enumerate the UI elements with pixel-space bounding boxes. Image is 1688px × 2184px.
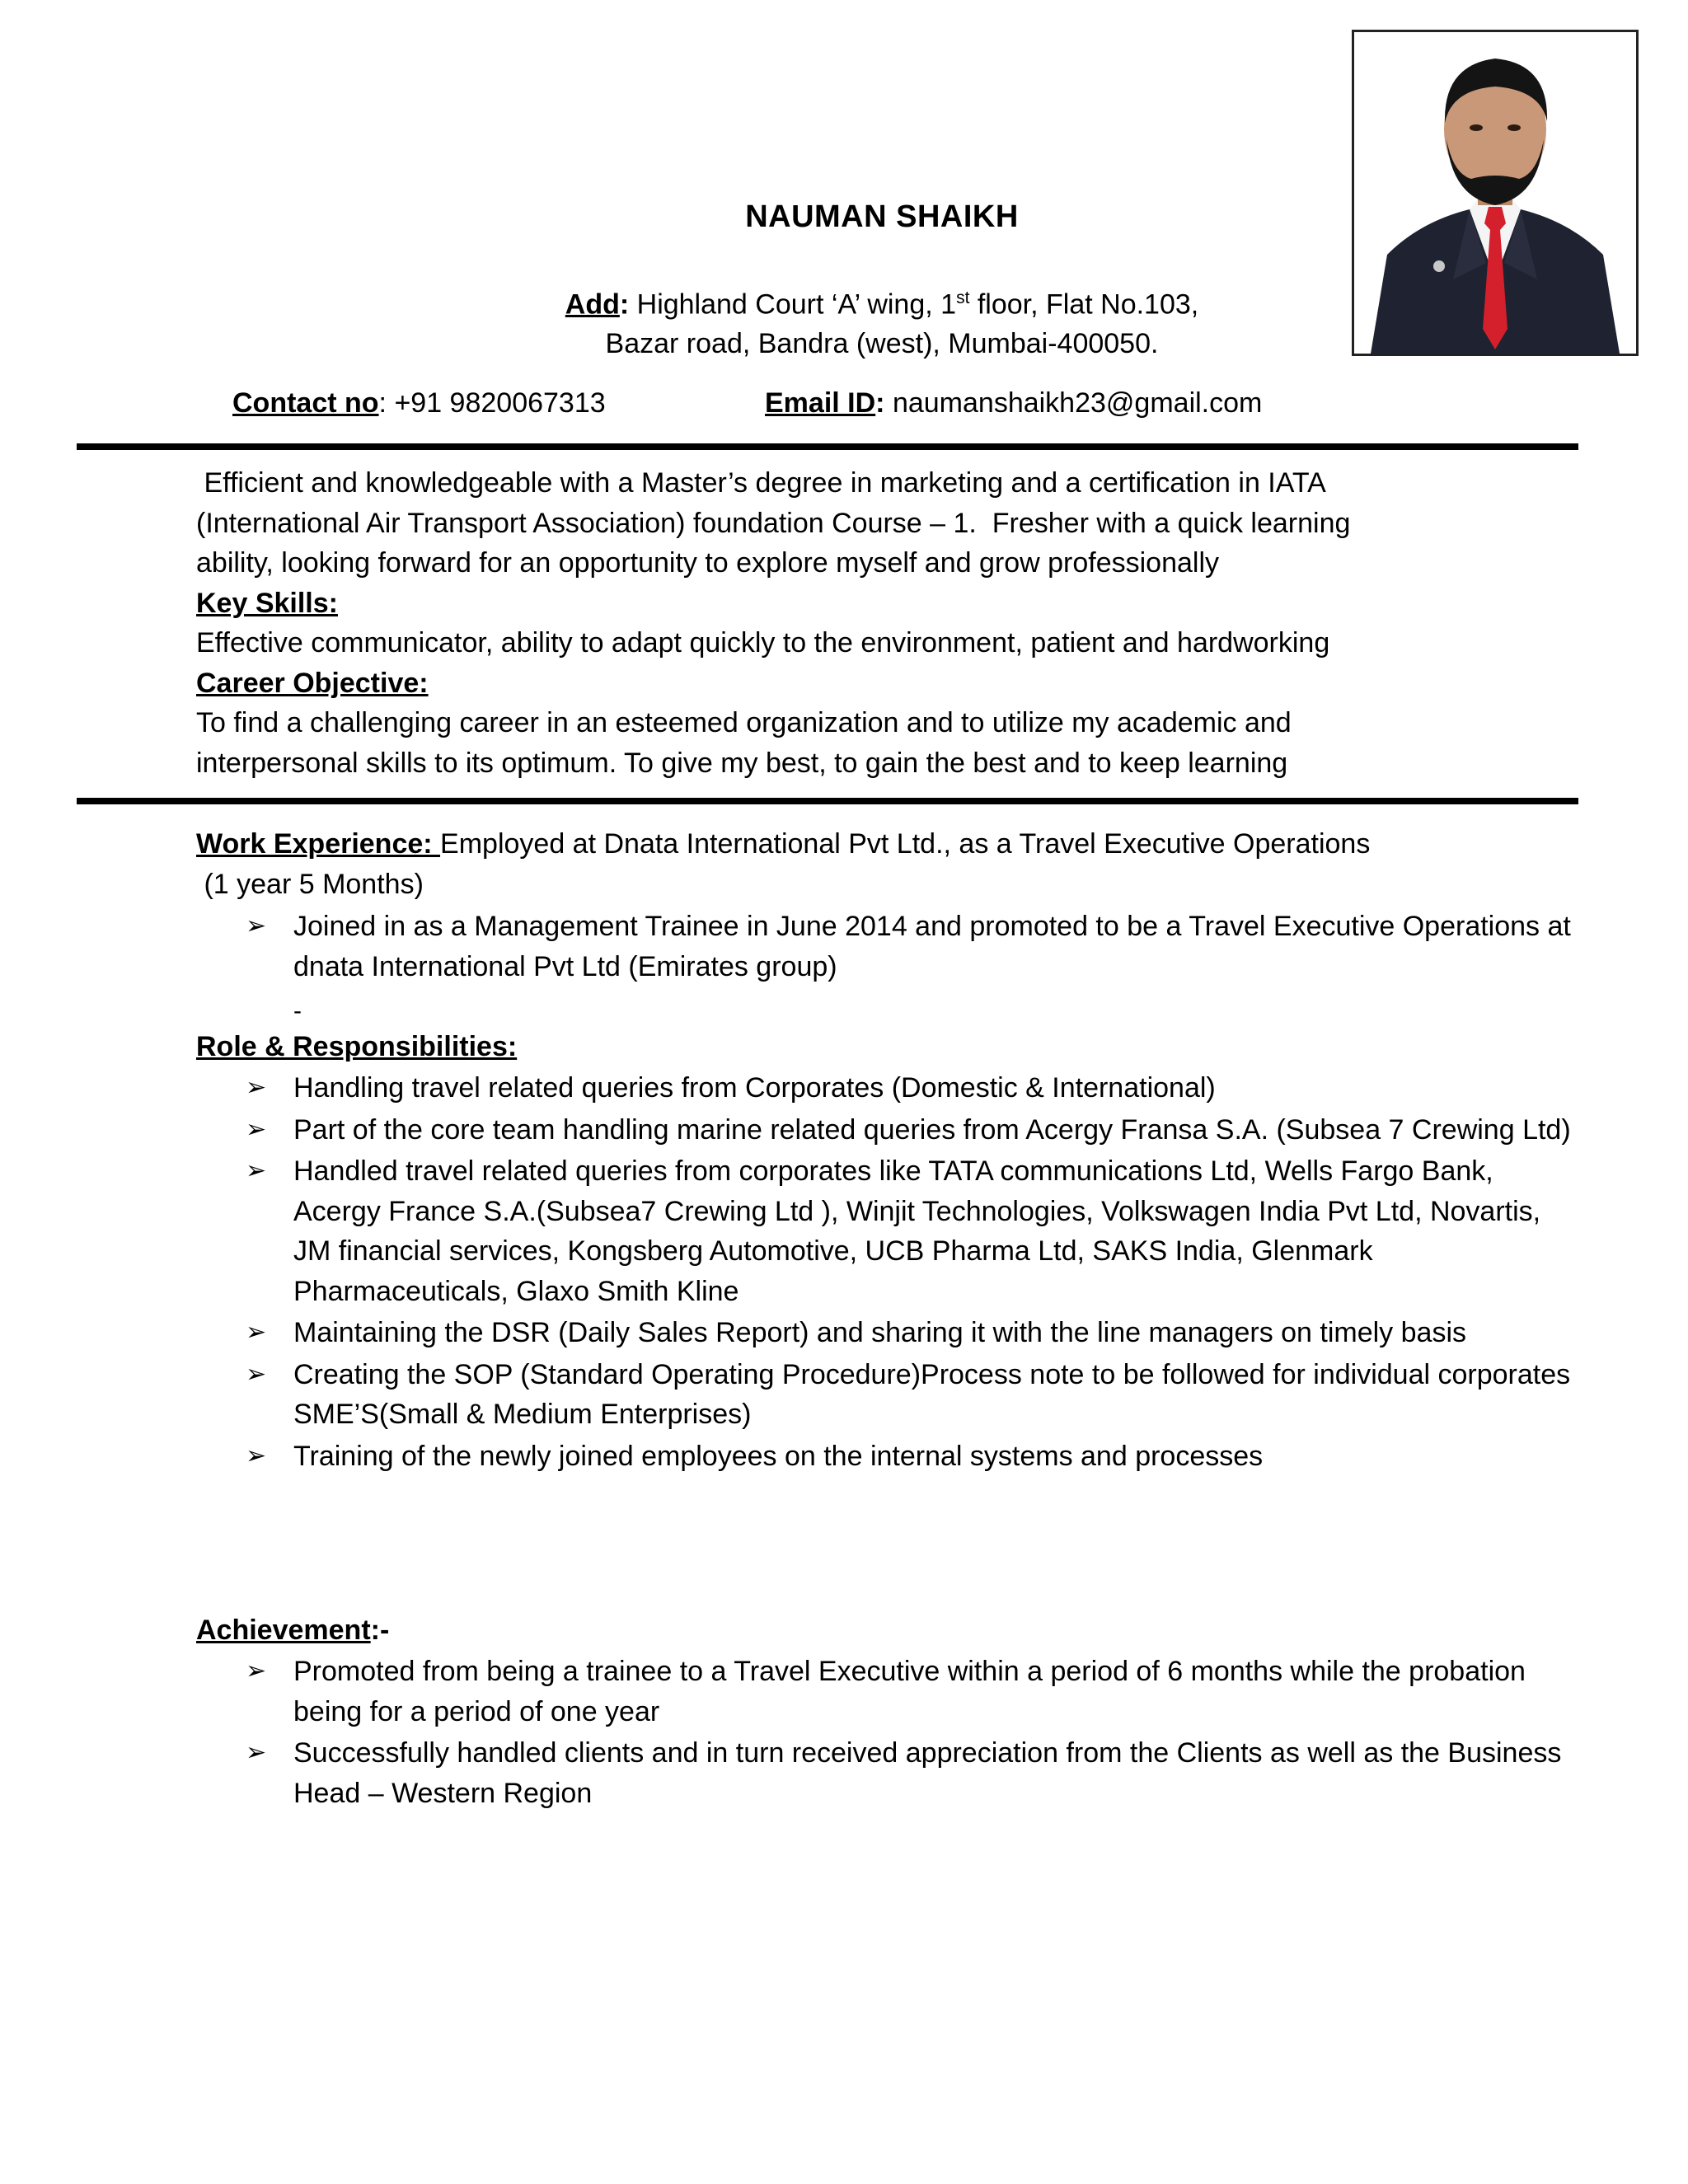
contact-number: Contact no: +91 9820067313 <box>232 387 606 419</box>
arrow-bullet-icon: ➢ <box>246 1319 267 1346</box>
work-experience-text: Employed at Dnata International Pvt Ltd., as a Travel Executive Operations <box>440 828 1371 860</box>
work-experience-heading: Work Experience: <box>196 828 441 860</box>
address-line-1: Add: Highland Court ‘A’ wing, 1st floor, Flat No.103, <box>565 288 1199 321</box>
arrow-bullet-icon: ➢ <box>246 1360 267 1388</box>
arrow-bullet-icon: ➢ <box>246 1157 267 1184</box>
candidate-name: NAUMAN SHAIKH <box>745 199 1019 234</box>
achievement-bullets <box>246 1652 1581 1815</box>
list-item: ➢ Handled travel related queries from corporates like TATA communications Ltd, Wells Fargo Bank, Acergy France S.A.(Subsea7 Crewing Ltd ), Winjit Technologies, Volkswagen India Pvt Ltd, Novartis, JM financial services, Kongsberg Automotive, UCB Pharma Ltd, SAKS India, Glenmark Pharmaceuticals, Glaxo Smith Kline <box>246 1151 1581 1311</box>
list-item: ➢ Creating the SOP (Standard Operating Procedure)Process note to be followed for individual corporates SME’S(Small & Medium Enterprises) <box>246 1355 1581 1435</box>
key-skills-heading: Key Skills: <box>196 587 338 619</box>
key-skills-text: Effective communicator, ability to adapt quickly to the environment, patient and hardworking <box>196 627 1330 658</box>
work-experience <box>196 824 1548 904</box>
email: Email ID: naumanshaikh23@gmail.com <box>765 387 1263 419</box>
address-label: Add <box>565 288 620 321</box>
contact-label: Contact no <box>232 387 379 419</box>
email-label: Email ID <box>765 387 876 419</box>
achievement-heading: Achievement:- <box>196 1615 390 1646</box>
list-item: ➢ Handling travel related queries from Corporates (Domestic & International) <box>246 1068 1581 1108</box>
roles-heading: Role & Responsibilities: <box>196 1031 518 1062</box>
arrow-bullet-icon: ➢ <box>246 1739 267 1766</box>
list-item: ➢ Joined in as a Management Trainee in June 2014 and promoted to be a Travel Executive Operations at dnata International Pvt Ltd (Emirates group) <box>246 907 1581 987</box>
arrow-bullet-icon: ➢ <box>246 1657 267 1685</box>
list-item: ➢ Successfully handled clients and in turn received appreciation from the Clients as well as the Business Head – Western Region <box>246 1733 1581 1813</box>
list-item: ➢ Part of the core team handling marine related queries from Acergy Fransa S.A. (Subsea 7 Crewing Ltd) <box>246 1110 1581 1151</box>
roles-bullets <box>246 1068 1581 1478</box>
divider-top <box>77 443 1578 450</box>
arrow-bullet-icon: ➢ <box>246 1115 267 1143</box>
list-item: ➢ Maintaining the DSR (Daily Sales Report) and sharing it with the line managers on timely basis <box>246 1313 1581 1353</box>
list-item: ➢ Promoted from being a trainee to a Travel Executive within a period of 6 months while the probation being for a period of one year <box>246 1652 1581 1732</box>
work-duration: (1 year 5 Months) <box>196 868 424 900</box>
arrow-bullet-icon: ➢ <box>246 1441 267 1469</box>
dash-mark: - <box>293 997 302 1024</box>
summary-intro: Efficient and knowledgeable with a Master’s degree in marketing and a certification in IATA (International Air Transport Association) foundation Course – 1. Fresher with a quick learning ability, looking forward for an opportunity to explore myself and grow professionally Key Skills: Effective communicator, ability to adapt quickly to the environment, patient and hardworking Career Objective: To find a challenging career in an esteemed organization and to utilize my academic and interpersonal skills to its optimum. To give my best, to gain the best and to keep learning <box>196 463 1548 783</box>
address-line-2: Bazar road, Bandra (west), Mumbai-400050. <box>605 328 1159 360</box>
arrow-bullet-icon: ➢ <box>246 1074 267 1101</box>
address-block <box>0 279 1688 363</box>
list-item: ➢ Training of the newly joined employees on the internal systems and processes <box>246 1436 1581 1477</box>
career-objective-heading: Career Objective: <box>196 667 429 699</box>
arrow-bullet-icon: ➢ <box>246 912 267 940</box>
work-bullets <box>246 907 1581 988</box>
divider-middle <box>77 798 1578 804</box>
